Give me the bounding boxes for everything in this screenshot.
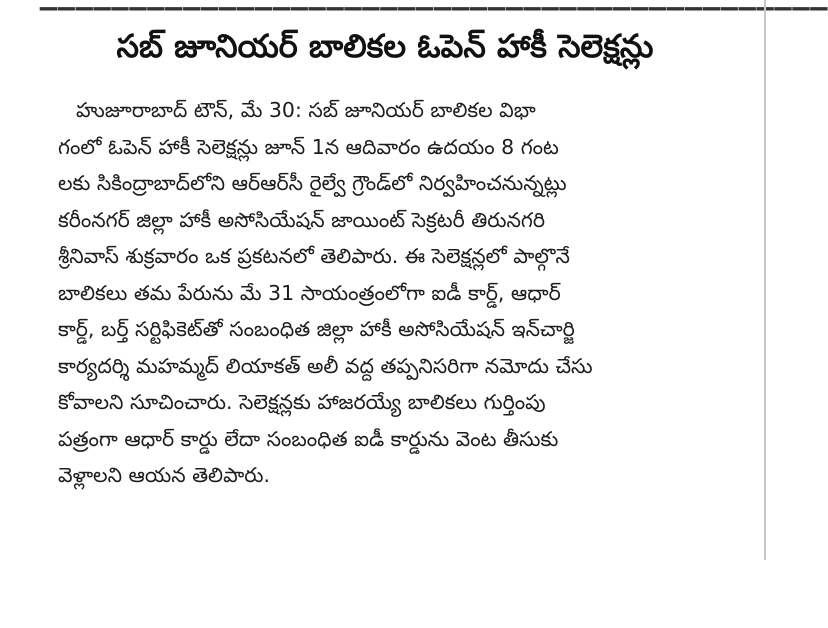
article-line: పత్రంగా ఆధార్ కార్డు లేదా సంబంధిత ఐడీ కార్డును వెంట తీసుకు: [58, 426, 559, 451]
article-line: లకు సికింద్రాబాద్‌లోని ఆర్‌ఆర్‌సీ రైల్వే గ్రౌండ్‌లో నిర్వహించనున్నట్లు: [58, 171, 567, 195]
article-line: గంలో ఓపెన్ హాకీ సెలెక్షన్లు జూన్ 1న ఆదివారం ఉదయం 8 గంట: [58, 134, 559, 159]
article-body: [58, 92, 744, 494]
article-line: వెళ్లాలని ఆయన తెలిపారు.: [58, 463, 270, 487]
article-line: బాలికలు తమ పేరును మే 31 సాయంత్రంలోగా ఐడీ కార్డ్, ఆధార్: [58, 280, 561, 305]
article-line: హుజూరాబాద్ టౌన్, మే 30: సబ్ జూనియర్ బాలికల విభా: [76, 98, 536, 122]
article-line: కార్యదర్శి మహమ్మద్ లియాకత్ అలీ వద్ద తప్పనిసరిగా నమోదు చేసు: [58, 353, 593, 378]
article-line: కార్డ్, బర్త్ సర్టిఫికెట్‌తో సంబంధిత జిల్లా హాకీ అసోసియేషన్ ఇన్‌చార్జి: [58, 317, 575, 341]
column-divider: [764, 0, 766, 560]
article-line: శ్రీనివాస్ శుక్రవారం ఒక ప్రకటనలో తెలిపారు. ఈ సెలెక్షన్లలో పాల్గొనే: [58, 244, 570, 268]
article-line: కరీంనగర్ జిల్లా హాకీ అసోసియేషన్ జాయింట్ సెక్రటరీ తిరునగరి: [58, 207, 546, 232]
article-headline: సబ్ జూనియర్ బాలికల ఓపెన్ హాకీ సెలెక్షన్లు: [116, 27, 654, 65]
article-line: కోవాలని సూచించారు. సెలెక్షన్లకు హాజరయ్యే బాలికలు గుర్తింపు: [58, 390, 546, 414]
cut-off-previous-text: [40, 0, 730, 8]
